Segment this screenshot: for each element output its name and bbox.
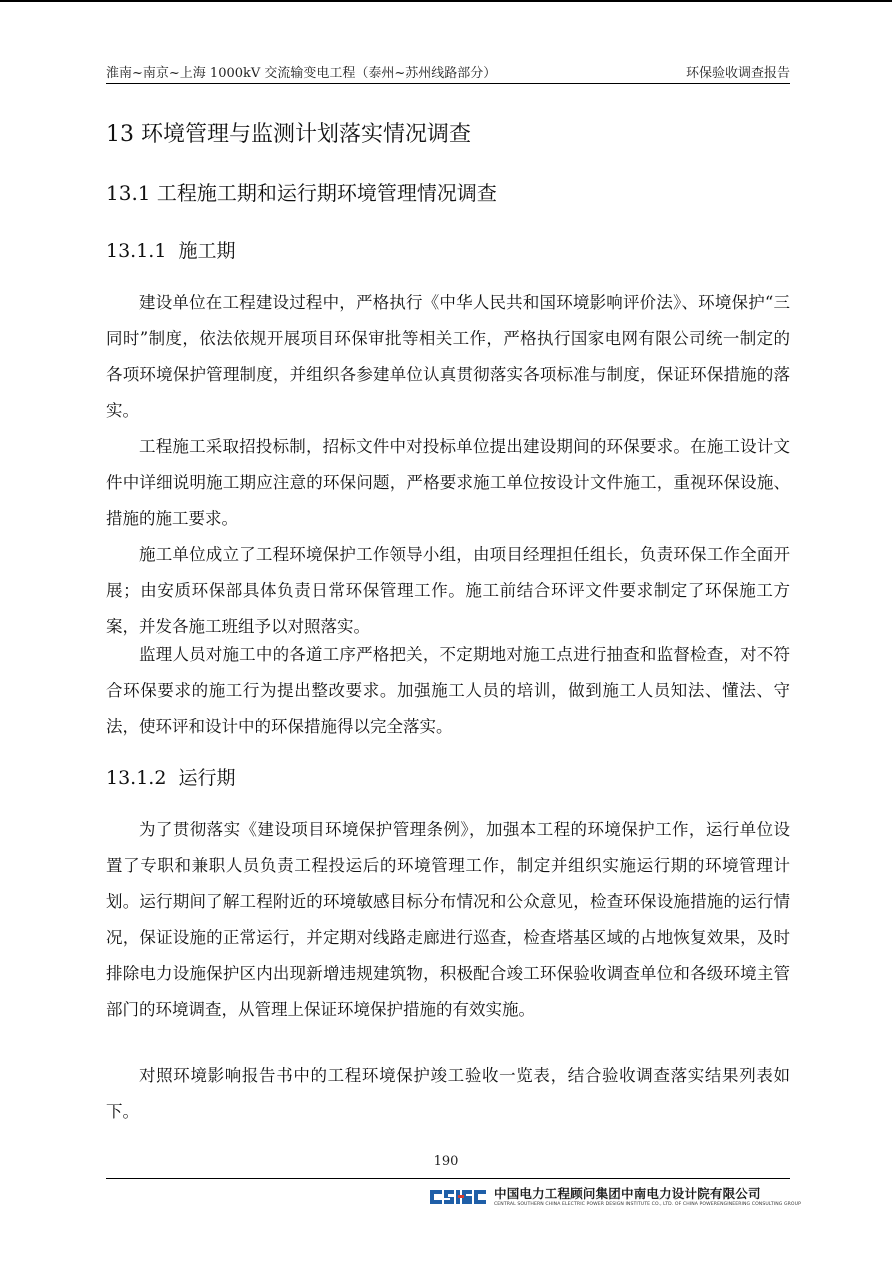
chapter-heading: 13 环境管理与监测计划落实情况调查	[106, 122, 471, 147]
section-heading: 13.1 工程施工期和运行期环境管理情况调查	[106, 181, 497, 205]
paragraph-construction-1: 建设单位在工程建设过程中，严格执行《中华人民共和国环境影响评价法》、环境保护“三同时”制度，依法依规开展项目环保审批等相关工作，严格执行国家电网有限公司统一制定的各项环境保护管理制度，并组织各参建单位认真贯彻落实各项标准与制度，保证环保措施的落实。	[106, 293, 790, 420]
page-footer	[428, 1184, 801, 1214]
footer-divider	[106, 1178, 790, 1179]
paragraph-operation-2: 对照环境影响报告书中的工程环境保护竣工验收一览表，结合验收调查落实结果列表如下。	[106, 1066, 790, 1121]
company-logo-icon	[428, 1186, 488, 1208]
company-name-en: CENTRAL SOUTHERN CHINA ELECTRIC POWER DESIGN INSTITUTE CO., LTD. OF CHINA POWERENGINEERING CONSULTING GROUP	[494, 1202, 801, 1207]
header-project-title: 淮南~南京~上海 1000kV 交流输变电工程（泰州~苏州线路部分）	[106, 66, 497, 81]
subsection-number: 13.1.2	[106, 767, 167, 789]
paragraph-construction-4: 监理人员对施工中的各道工序严格把关，不定期地对施工点进行抽查和监督检查，对不符合环保要求的施工行为提出整改要求。加强施工人员的培训，做到施工人员知法、懂法、守法，使环评和设计中的环保措施得以完全落实。	[106, 645, 790, 736]
subsection-heading-construction	[106, 236, 235, 263]
subsection-title: 施工期	[178, 240, 236, 262]
page-header	[106, 62, 790, 82]
header-report-type: 环保验收调查报告	[685, 66, 790, 81]
company-name-cn: 中国电力工程顾问集团中南电力设计院有限公司	[494, 1186, 761, 1201]
subsection-title: 运行期	[178, 767, 236, 789]
paragraph-construction-3: 施工单位成立了工程环境保护工作领导小组，由项目经理担任组长，负责环保工作全面开展；由安质环保部具体负责日常环保管理工作。施工前结合环评文件要求制定了环保施工方案，并发各施工班组予以对照落实。	[106, 545, 790, 636]
header-divider	[106, 83, 790, 84]
subsection-heading-operation	[106, 763, 235, 790]
paragraph-operation-1: 为了贯彻落实《建设项目环境保护管理条例》，加强本工程的环境保护工作，运行单位设置了专职和兼职人员负责工程投运后的环境管理工作，制定并组织实施运行期的环境管理计划。运行期间了解工程附近的环境敏感目标分布情况和公众意见，检查环保设施措施的运行情况，保证设施的正常运行，并定期对线路走廊进行巡查，检查塔基区域的占地恢复效果，及时排除电力设施保护区内出现新增违规建筑物，积极配合竣工环保验收调查单位和各级环境主管部门的环境调查，从管理上保证环境保护措施的有效实施。	[106, 820, 790, 1019]
top-border-line	[0, 0, 892, 2]
subsection-number: 13.1.1	[106, 240, 167, 262]
paragraph-construction-2: 工程施工采取招投标制，招标文件中对投标单位提出建设期间的环保要求。在施工设计文件中详细说明施工期应注意的环保问题，严格要求施工单位按设计文件施工，重视环保设施、措施的施工要求。	[106, 437, 790, 528]
page-number: 190	[433, 1154, 459, 1169]
